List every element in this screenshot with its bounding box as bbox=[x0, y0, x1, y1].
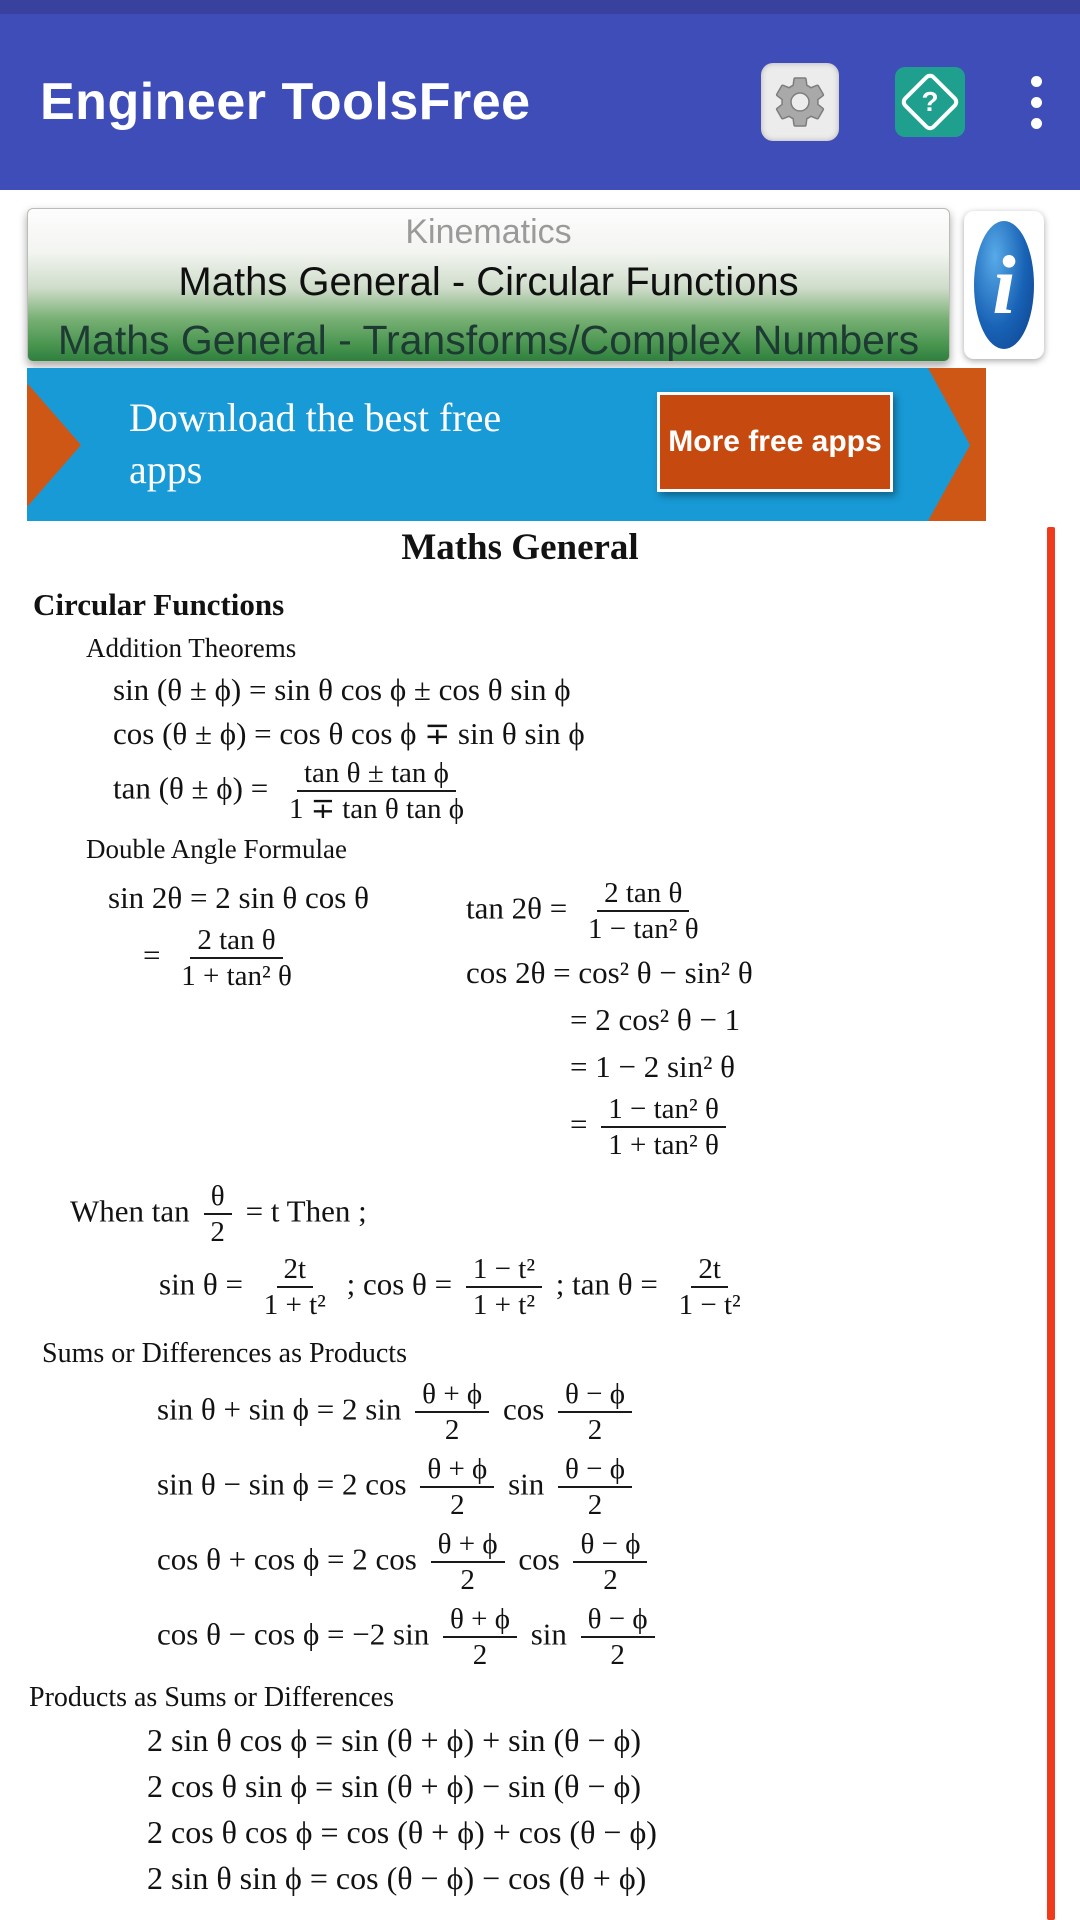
formula-2coscos: 2 cos θ cos ϕ = cos (θ + ϕ) + cos (θ − ϕ) bbox=[147, 1814, 657, 1850]
topic-picker-row bbox=[0, 208, 1080, 362]
help-icon bbox=[895, 67, 965, 137]
half-angle-results: sin θ = $\frac{2t}{\text{1 + t²}}$ ; cos θ = $\frac{\text{1 − t²}}{\text{1 + t²}}$ ; tan θ = $\frac{2t}{\text{1 − t²}}$ bbox=[159, 1253, 741, 1321]
more-free-apps-button[interactable]: More free apps bbox=[657, 392, 893, 492]
logo-i-glyph: i bbox=[992, 238, 1016, 332]
subheading-products-as-sums: Products as Sums or Differences bbox=[29, 1682, 394, 1713]
formula-cos-2theta-alt1: = 2 cos² θ − 1 bbox=[570, 1002, 741, 1037]
ad-banner-text: Download the best free apps bbox=[129, 395, 502, 492]
topic-item-next[interactable]: Maths General - Transforms/Complex Numbers bbox=[57, 317, 920, 362]
formula-sin-addition: sin (θ ± ϕ) = sin θ cos ϕ ± cos θ sin ϕ bbox=[113, 672, 571, 707]
banner-arrow-right-notch bbox=[928, 368, 970, 521]
page-title: Maths General bbox=[401, 527, 639, 568]
double-angle-block bbox=[0, 870, 1040, 1161]
status-bar bbox=[0, 0, 1080, 14]
app-logo bbox=[964, 211, 1044, 359]
formula-cos-2theta: cos 2θ = cos² θ − sin² θ bbox=[466, 955, 753, 990]
formula-2sincos: 2 sin θ cos ϕ = sin (θ + ϕ) + sin (θ − ϕ) bbox=[147, 1722, 642, 1758]
app-title: Engineer ToolsFree bbox=[40, 73, 531, 131]
logo-oval-icon bbox=[974, 221, 1034, 349]
formula-tan-addition: tan (θ ± ϕ) = $\frac{\text{tan θ ± tan ϕ}}{\text{1 ∓ tan θ tan ϕ}}$ bbox=[113, 757, 464, 825]
half-angle-condition: When tan $\frac{\theta}{2}$ = t Then ; bbox=[70, 1180, 367, 1248]
formula-2sinsin: 2 sin θ sin ϕ = cos (θ − ϕ) − cos (θ + ϕ) bbox=[147, 1860, 647, 1896]
formula-sin-2theta-tan-form: = $\frac{\text{2 tan θ}}{\text{1 + tan² θ}}$ bbox=[143, 924, 292, 992]
app-bar-actions bbox=[761, 63, 1052, 141]
formula-tan-2theta: tan 2θ = $\frac{\text{2 tan θ}}{\text{1 − tan² θ}}$ bbox=[466, 877, 699, 945]
ad-banner[interactable] bbox=[27, 368, 986, 521]
app-bar bbox=[0, 14, 1080, 190]
subheading-double-angle: Double Angle Formulae bbox=[86, 834, 347, 864]
formula-sheet bbox=[0, 520, 1040, 1899]
formula-sin-plus-sin: sin θ + sin ϕ = 2 sin $\frac{\theta + \phi}{2}$ cos $\frac{\theta - \phi}{2}$ bbox=[157, 1379, 1040, 1446]
subheading-addition-theorems: Addition Theorems bbox=[86, 633, 297, 663]
topic-item-selected[interactable]: Maths General - Circular Functions bbox=[178, 260, 799, 304]
help-question-glyph: ? bbox=[921, 86, 939, 117]
section-heading-circular-functions: Circular Functions bbox=[33, 587, 285, 622]
topic-item-previous[interactable]: Kinematics bbox=[405, 213, 572, 251]
settings-gear-icon bbox=[761, 63, 839, 141]
banner-arrow-left-icon bbox=[27, 383, 81, 507]
formula-cos-2theta-alt2: = 1 − 2 sin² θ bbox=[570, 1049, 736, 1084]
formula-sin-2theta: sin 2θ = 2 sin θ cos θ bbox=[108, 880, 369, 915]
formula-cos-plus-cos: cos θ + cos ϕ = 2 cos $\frac{\theta + \phi}{2}$ cos $\frac{\theta - \phi}{2}$ bbox=[157, 1529, 1040, 1596]
settings-gear-button[interactable] bbox=[761, 63, 839, 141]
formula-2cossin: 2 cos θ sin ϕ = sin (θ + ϕ) − sin (θ − ϕ) bbox=[147, 1768, 642, 1804]
double-angle-left-column bbox=[108, 870, 466, 1161]
scrollbar[interactable] bbox=[1047, 527, 1055, 1920]
topic-picker[interactable] bbox=[27, 208, 950, 362]
overflow-menu-button[interactable] bbox=[1021, 70, 1052, 135]
help-button[interactable] bbox=[895, 67, 965, 137]
formula-cos-minus-cos: cos θ − cos ϕ = −2 sin $\frac{\theta + \phi}{2}$ sin $\frac{\theta - \phi}{2}$ bbox=[157, 1604, 1040, 1671]
formula-cos-2theta-tan-form: = $\frac{\text{1 − tan² θ}}{\text{1 + tan² θ}}$ bbox=[466, 1094, 753, 1161]
overflow-menu-icon bbox=[1031, 76, 1042, 87]
formula-sin-minus-sin: sin θ − sin ϕ = 2 cos $\frac{\theta + \phi}{2}$ sin $\frac{\theta - \phi}{2}$ bbox=[157, 1454, 1040, 1521]
double-angle-right-column bbox=[466, 870, 753, 1161]
formula-cos-addition: cos (θ ± ϕ) = cos θ cos ϕ ∓ sin θ sin ϕ bbox=[113, 716, 585, 751]
subheading-sums-as-products: Sums or Differences as Products bbox=[42, 1338, 407, 1369]
